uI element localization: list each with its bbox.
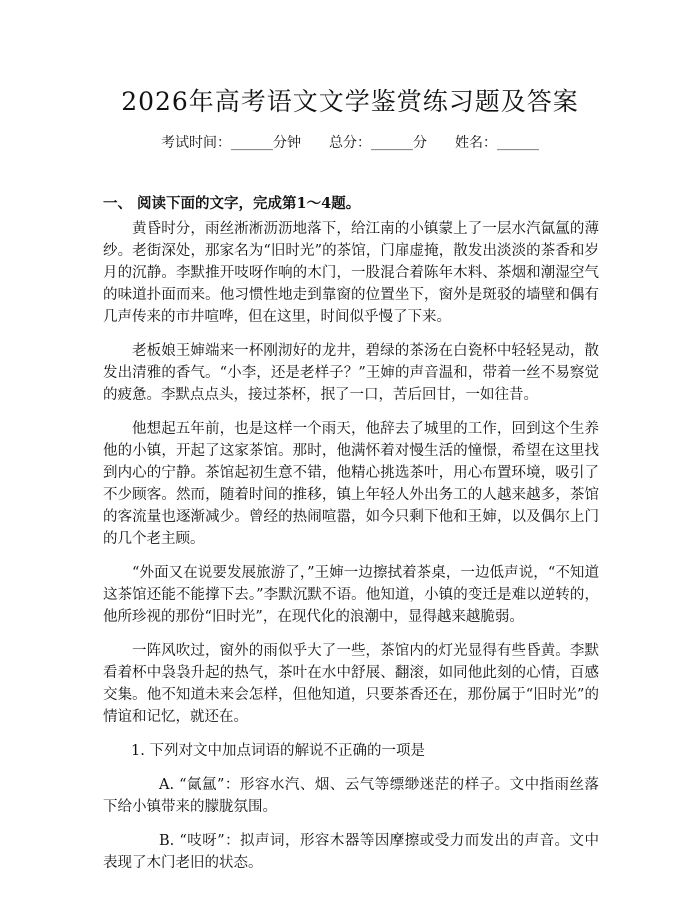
reading-passage xyxy=(103,218,599,886)
page-title: 2026年高考语文文学鉴赏练习题及答案 xyxy=(121,87,579,116)
exam-meta xyxy=(0,132,700,152)
exam-time-label: 考试时间：______分钟 xyxy=(161,135,301,151)
option-a: A. “氤氲”：形容水汽、烟、云气等缥缈迷茫的样子。文中指雨丝落下给小镇带来的朦胧氛围。 xyxy=(103,777,599,815)
student-name-label: 姓名：______ xyxy=(455,135,539,151)
option-b: B. “吱呀”：拟声词，形容木器等因摩擦或受力而发出的声音。文中表现了木门老旧的状态。 xyxy=(103,833,599,871)
question-1: 1. 下列对文中加点词语的解说不正确的一项是 xyxy=(131,743,425,759)
passage-paragraph: 黄昏时分，雨丝淅淅沥沥地落下，给江南的小镇蒙上了一层水汽氤氲的薄纱。老街深处，那家名为“旧时光”的茶馆，门扉虚掩，散发出淡淡的茶香和岁月的沉静。李默推开吱呀作响的木门，一股混合着陈年木料、茶烟和潮湿空气的味道扑面而来。他习惯性地走到靠窗的位置坐下，窗外是斑驳的墙壁和偶有几声传来的市井喧哗，但在这里，时间似乎慢了下来。 xyxy=(103,221,599,325)
passage-paragraph: 老板娘王婶端来一杯刚沏好的龙井，碧绿的茶汤在白瓷杯中轻轻晃动，散发出清雅的香气。“小李，还是老样子？”王婶的声音温和，带着一丝不易察觉的疲惫。李默点点头，接过茶杯，抿了一口，苦后回甘，一如往昔。 xyxy=(103,343,599,403)
section-heading: 一、 阅读下面的文字，完成第1～4题。 xyxy=(103,195,361,212)
passage-paragraph: 他想起五年前，也是这样一个雨天，他辞去了城里的工作，回到这个生养他的小镇，开起了这家茶馆。那时，他满怀着对慢生活的憧憬，希望在这里找到内心的宁静。茶馆起初生意不错，他精心挑选茶叶，用心布置环境，吸引了不少顾客。然而，随着时间的推移，镇上年轻人外出务工的人越来越多，茶馆的客流量也逐渐减少。曾经的热闹喧嚣，如今只剩下他和王婶，以及偶尔上门的几个老主顾。 xyxy=(103,421,599,547)
passage-paragraph: “外面又在说要发展旅游了，”王婶一边擦拭着茶桌，一边低声说，“不知道这茶馆还能不能撑下去。”李默沉默不语。他知道，小镇的变迁是难以逆转的，他所珍视的那份“旧时光”，在现代化的浪潮中，显得越来越脆弱。 xyxy=(103,565,599,625)
passage-paragraph: 一阵风吹过，窗外的雨似乎大了一些，茶馆内的灯光显得有些昏黄。李默看着杯中袅袅升起的热气，茶叶在水中舒展、翻滚，如同他此刻的心情，百感交集。他不知道未来会怎样，但他知道，只要茶香还在，那份属于“旧时光”的情谊和记忆，就还在。 xyxy=(103,643,599,725)
total-score-label: 总分：______分 xyxy=(329,135,427,151)
